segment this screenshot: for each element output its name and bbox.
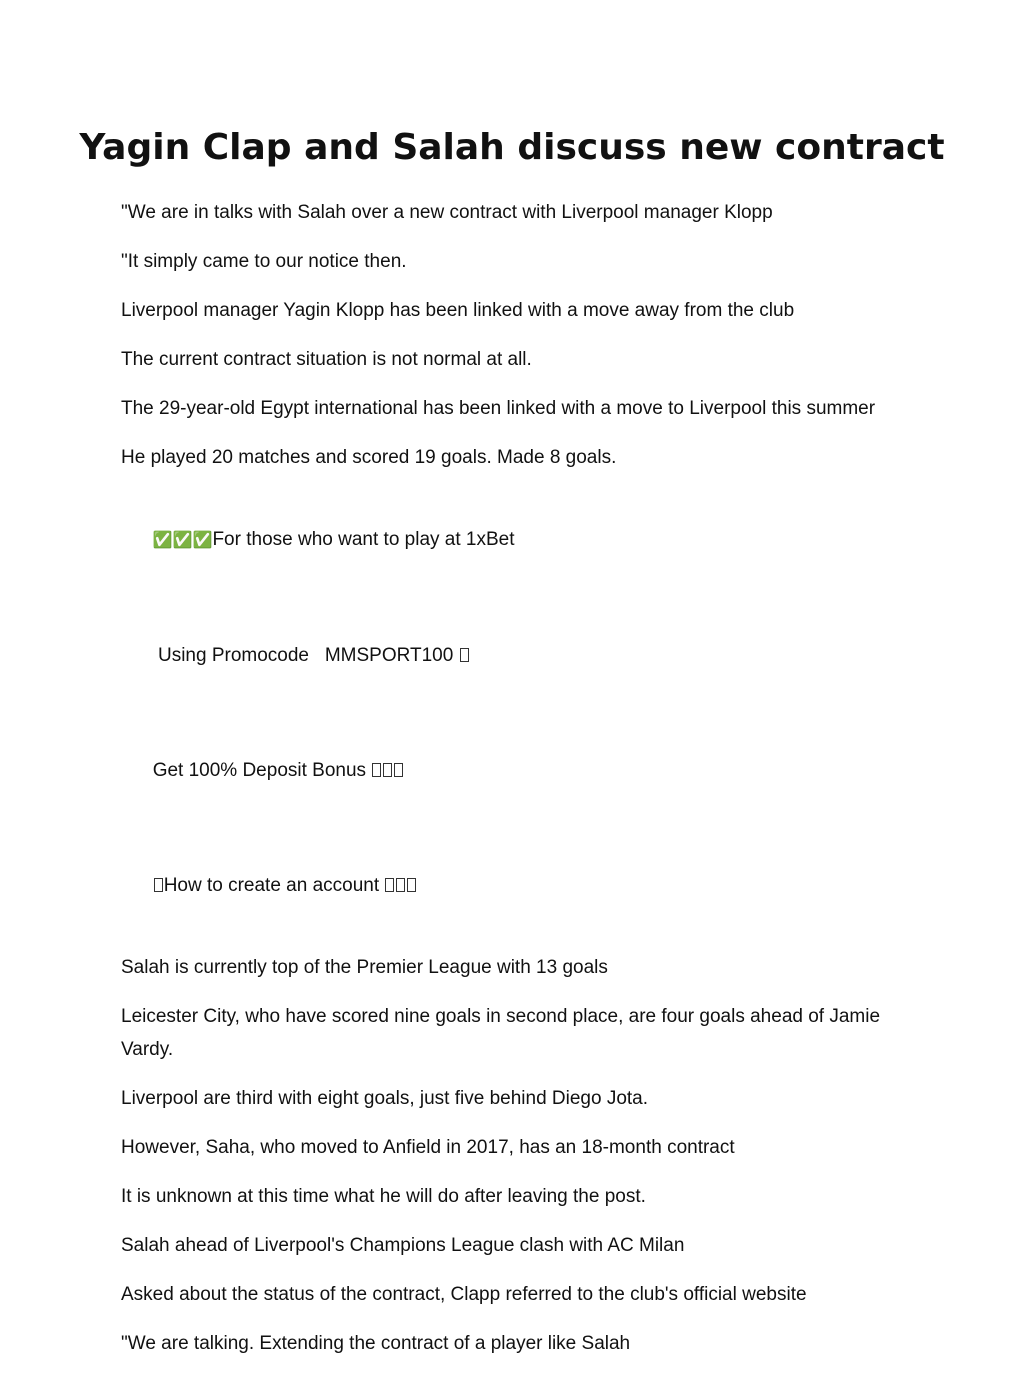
paragraph-7-text: For those who want to play at 1xBet <box>212 529 515 550</box>
page-title: Yagin Clap and Salah discuss new contract <box>79 127 945 168</box>
article-body <box>121 196 911 1376</box>
paragraph-account <box>121 836 911 935</box>
paragraph-5: The 29-year-old Egypt international has been linked with a move to Liverpool this summer <box>121 398 876 419</box>
check-marks-icon: ✅✅✅ <box>152 532 213 549</box>
paragraph-16: Salah ahead of Liverpool's Champions League clash with AC Milan <box>121 1235 685 1256</box>
paragraph-8-text: Using Promocode MMSPORT100 <box>152 645 459 666</box>
paragraph-13: Liverpool are third with eight goals, just five behind Diego Jota. <box>121 1088 649 1109</box>
paragraph-10-text: How to create an account <box>163 875 385 896</box>
missing-glyph-icon <box>407 878 416 892</box>
missing-glyph-icon <box>394 763 403 777</box>
paragraph-12: Leicester City, who have scored nine goals in second place, are four goals ahead of Jamie Vardy. <box>121 1006 886 1060</box>
paragraph-9-text: Get 100% Deposit Bonus <box>152 760 372 781</box>
paragraph-4: The current contract situation is not normal at all. <box>121 349 532 370</box>
missing-glyph-icon <box>460 648 469 662</box>
paragraph-3: Liverpool manager Yagin Klopp has been linked with a move away from the club <box>121 300 795 321</box>
paragraph-promocode <box>121 606 911 705</box>
paragraph-bonus <box>121 721 911 820</box>
missing-glyph-icon <box>154 878 163 892</box>
paragraph-18: "We are talking. Extending the contract of a player like Salah <box>121 1333 631 1354</box>
paragraph-11: Salah is currently top of the Premier League with 13 goals <box>121 957 608 978</box>
missing-glyph-icon <box>385 878 394 892</box>
paragraph-15: It is unknown at this time what he will do after leaving the post. <box>121 1186 646 1207</box>
paragraph-6: He played 20 matches and scored 19 goals. Made 8 goals. <box>121 447 617 468</box>
paragraph-promo-intro <box>121 490 911 590</box>
missing-glyph-icon <box>372 763 381 777</box>
paragraph-17: Asked about the status of the contract, Clapp referred to the club's official website <box>121 1284 807 1305</box>
missing-glyph-icon <box>383 763 392 777</box>
missing-glyph-icon <box>396 878 405 892</box>
paragraph-1: "We are in talks with Salah over a new contract with Liverpool manager Klopp <box>121 202 773 223</box>
paragraph-2: "It simply came to our notice then. <box>121 251 407 272</box>
paragraph-14: However, Saha, who moved to Anfield in 2017, has an 18-month contract <box>121 1137 735 1158</box>
